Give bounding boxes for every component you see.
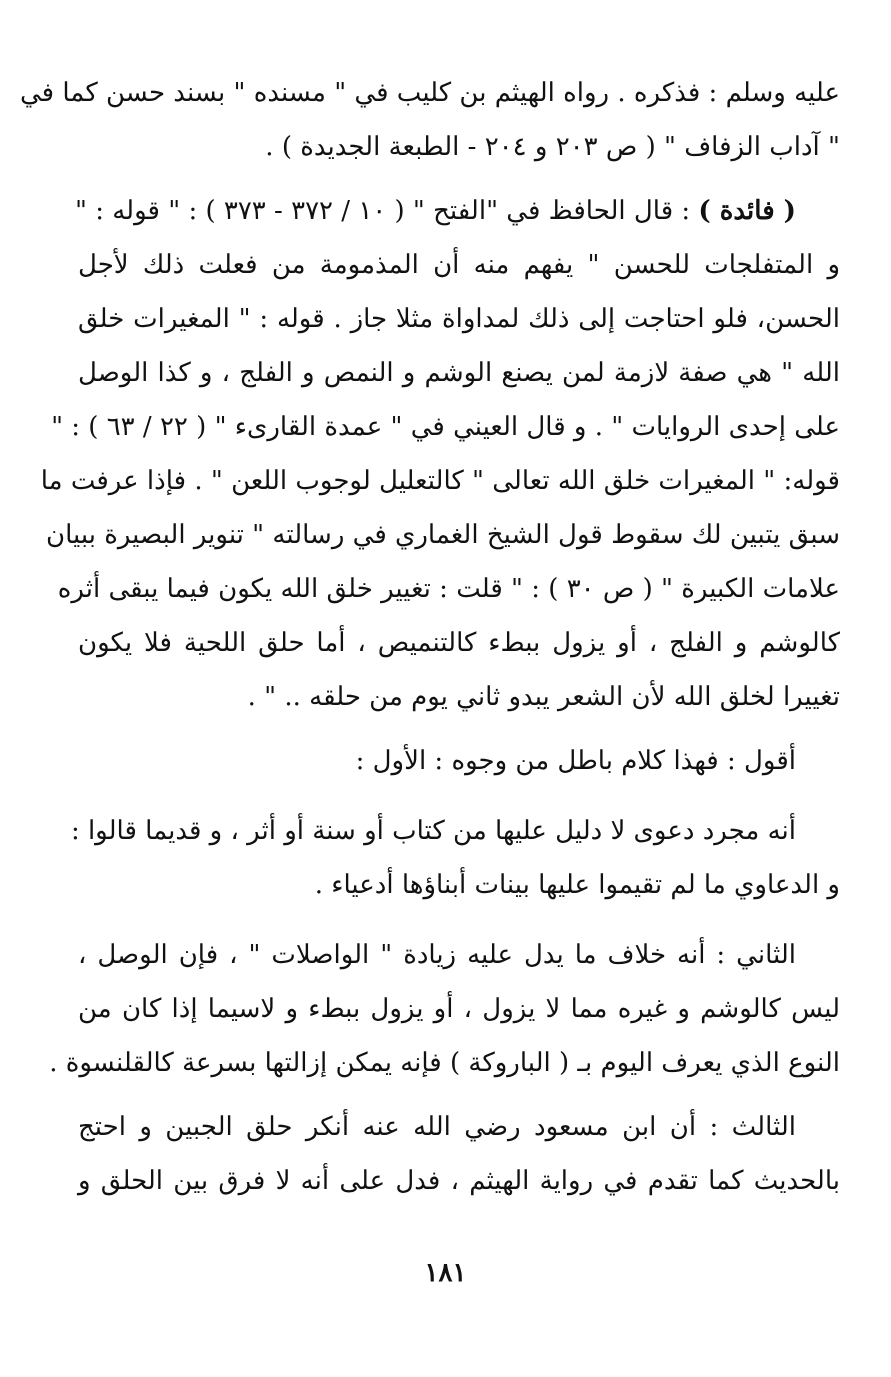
text-line: علامات الكبيرة " ( ص ٣٠ ) : " قلت : تغيير خلق الله يكون فيما يبقى أثره (57, 574, 840, 604)
text-line: على إحدى الروايات " . و قال العيني في " عمدة القارىء " ( ٢٢ / ٦٣ ) : " (51, 412, 840, 442)
text-line: و المتفلجات للحسن " يفهم منه أن المذمومة من فعلت ذلك لأجل (78, 250, 840, 280)
paragraph-4 (70, 804, 840, 912)
text-line: سبق يتبين لك سقوط قول الشيخ الغماري في رسالته " تنوير البصيرة ببيان (46, 520, 840, 550)
text-line: الثالث : أن ابن مسعود رضي الله عنه أنكر حلق الجبين و احتج (78, 1112, 796, 1142)
fa-ida-label: ( فائدة ) (698, 196, 796, 226)
text-line: تغييرا لخلق الله لأن الشعر يبدو ثاني يوم من حلقه .. " . (247, 682, 840, 712)
text-line: " آداب الزفاف " ( ص ٢٠٣ و ٢٠٤ - الطبعة الجديدة ) . (265, 132, 840, 162)
text-line: أنه مجرد دعوى لا دليل عليها من كتاب أو سنة أو أثر ، و قديما قالوا : (70, 816, 796, 846)
text-line: بالحديث كما تقدم في رواية الهيثم ، فدل على أنه لا فرق بين الحلق و (78, 1166, 840, 1196)
paragraph-6 (78, 1100, 840, 1208)
text-line: الحسن، فلو احتاجت إلى ذلك لمداواة مثلا جاز . قوله : " المغيرات خلق (78, 304, 840, 334)
text-line: ليس كالوشم و غيره مما لا يزول ، أو يزول ببطء و لاسيما إذا كان من (78, 994, 840, 1024)
text-line: الثاني : أنه خلاف ما يدل عليه زيادة " الواصلات " ، فإن الوصل ، (78, 940, 796, 970)
text-line (74, 184, 840, 238)
text-line: قوله: " المغيرات خلق الله تعالى " كالتعليل لوجوب اللعن " . فإذا عرفت ما (40, 466, 840, 496)
text-line: عليه وسلم : فذكره . رواه الهيثم بن كليب في " مسنده " بسند حسن كما في (20, 78, 840, 108)
text-line: و الدعاوي ما لم تقيموا عليها بينات أبناؤها أدعياء . (314, 870, 840, 900)
paragraph-1 (20, 66, 840, 174)
paragraph-2 (40, 184, 840, 724)
text-line: النوع الذي يعرف اليوم بـ ( الباروكة ) فإنه يمكن إزالتها بسرعة كالقلنسوة . (49, 1048, 840, 1078)
text-line: كالوشم و الفلج ، أو يزول ببطء كالتنميص ، أما حلق اللحية فلا يكون (78, 628, 840, 658)
text-line-rest: : قال الحافظ في "الفتح " ( ١٠ / ٣٧٢ - ٣٧٣ ) : " قوله : " (74, 196, 699, 226)
text-line: أقول : فهذا كلام باطل من وجوه : الأول : (355, 746, 796, 776)
text-line: الله " هي صفة لازمة لمن يصنع الوشم و النمص و الفلج ، و كذا الوصل (78, 358, 840, 388)
paragraph-5 (49, 928, 840, 1090)
page-body (20, 66, 840, 1208)
page-number: ١٨١ (424, 1258, 467, 1288)
paragraph-3 (78, 734, 840, 788)
